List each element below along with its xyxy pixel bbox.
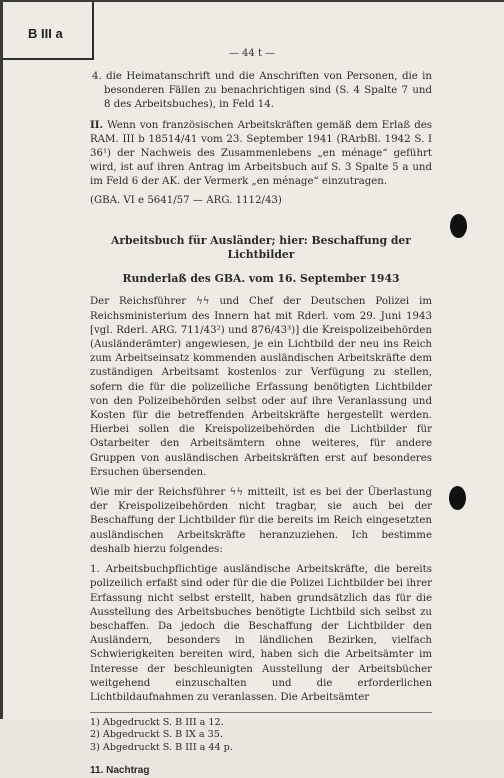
paragraph-ii	[90, 118, 432, 190]
list-item-4: 4. die Heimatanschrift und die Anschriften von Personen, die in besonderen Fällen zu benachrichtigen sind (S. 4 Spalte 7 und 8 des Arbeitsbuches), in Feld 14.	[92, 71, 432, 111]
footnote-text: Abgedruckt S. B III a 44 p.	[102, 741, 233, 753]
footnote-text: Abgedruckt S. B IX a 35.	[102, 729, 223, 741]
left-border	[0, 0, 3, 719]
footnote	[90, 729, 432, 741]
footnotes	[90, 712, 432, 754]
footnote-number: 2)	[90, 729, 100, 741]
document-content	[90, 70, 432, 778]
footnote-number: 3)	[90, 741, 100, 753]
decree-subtitle: Runderlaß des GBA. vom 16. September 1943	[122, 272, 400, 286]
supplement-label: 11. Nachtrag	[90, 764, 150, 776]
paragraph-ii-label: II.	[90, 118, 104, 131]
footnote-text: Abgedruckt S. B III a 12.	[102, 717, 224, 729]
decree-title: Arbeitsbuch für Ausländer; hier: Beschaffung der Lichtbilder	[110, 233, 411, 262]
footnote	[90, 742, 432, 754]
section-label: B III a	[28, 26, 63, 41]
reference-line: (GBA. VI e 5641/57 — ARG. 1112/43)	[90, 194, 282, 206]
punch-hole-top	[450, 214, 467, 238]
paragraph-ii-text: Wenn von französischen Arbeitskräften gemäß dem Erlaß des RAM. III b 18514/41 vom 23. September 1941 (RArbBl. 1942 S. I 36¹) der Nachweis des Zusammenlebens „en ménage“ geführt wird, ist auf ihren Antrag im Arbeitsbuch auf S. 3 Spalte 5 a und im Feld 6 der AK. der Vermerk „en ménage“ einzutragen.	[90, 119, 432, 188]
page-number: — 44 t —	[228, 48, 276, 59]
body-paragraph-1: Der Reichsführer ϟϟ und Chef der Deutschen Polizei im Reichsministerium des Innern hat mit Rderl. vom 29. Juni 1943 [vgl. Rderl. ARG. 711/43²) und 876/43³)] die Kreispolizeibehörden (Ausländerämter) angewiesen, je ein Lichtbild der neu ins Reich zum Arbeitseinsatz kommenden ausländischen Arbeitskräfte dem zuständigen Arbeitsamt kostenlos zur Verfügung zu stellen, sofern die für die polizeiliche Erfassung benötigten Lichtbilder von den Polizeibehörden selbst oder auf ihre Veranlassung und Kosten für die betreffenden Arbeitskräfte hergestellt werden. Hierbei sollen die Kreispolizeibehörden die Lichtbilder für Ostarbeiter den Arbeitsämtern ohne weiteres, für andere Gruppen von ausländischen Arbeitskräften erst auf besonderes Ersuchen übersenden.	[90, 296, 432, 478]
body-paragraph-3: 1. Arbeitsbuchpflichtige ausländische Arbeitskräfte, die bereits polizeilich erfaßt sind oder für die die Polizei Lichtbilder bei ihrer Erfassung nicht selbst erstellt, haben grundsätzlich das für die Ausstellung des Arbeitsbuches benötigte Lichtbild sich selbst zu beschaffen. Da jedoch die Beschaffung der Lichtbilder den Ausländern, besonders in ländlichen Bezirken, vielfach Schwierigkeiten bereiten wird, haben sich die Arbeitsämter im Interesse der beschleunigten Ausstellung der Arbeitsbücher weitgehend einzuschalten und die erforderlichen Lichtbildaufnahmen zu veranlassen. Die Arbeitsämter	[90, 564, 432, 703]
body-paragraph-2: Wie mir der Reichsführer ϟϟ mitteilt, ist es bei der Überlastung der Kreispolizeibehörden nicht tragbar, sie auch bei der Beschaffung der Lichtbilder für die bereits im Reich eingesetzten ausländischen Arbeitskräfte heranzuziehen. Ich bestimme deshalb hierzu folgendes:	[90, 487, 432, 555]
punch-hole-bottom	[449, 486, 466, 510]
footnote-number: 1)	[90, 717, 100, 729]
